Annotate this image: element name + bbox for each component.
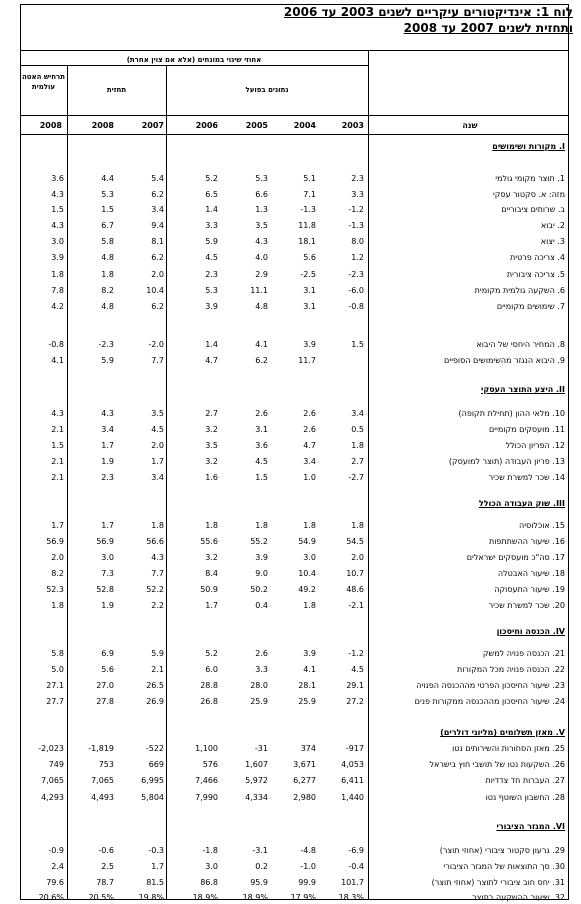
table-cell: -2.3 — [348, 270, 364, 279]
table-cell: -0.9 — [48, 846, 64, 855]
table-cell: 4.7 — [303, 441, 316, 450]
table-cell: 4.3 — [51, 190, 64, 199]
rule-header — [20, 115, 569, 116]
table-cell: 28.8 — [200, 681, 218, 690]
table-cell: 4.8 — [101, 253, 114, 262]
table-cell: 9.0 — [255, 569, 268, 578]
table-cell: 8.1 — [151, 237, 164, 246]
table-cell: 2.0 — [151, 441, 164, 450]
table-cell: -1.3 — [300, 205, 316, 214]
table-cell: 99.9 — [298, 878, 316, 887]
table-cell: 4.5 — [351, 665, 364, 674]
table-cell: 3.9 — [205, 302, 218, 311]
table-cell: 8.4 — [205, 569, 218, 578]
row-label: 3. יצוא — [540, 237, 565, 246]
table-cell: 6.2 — [151, 302, 164, 311]
row-label: 28. החשבון השוטף נטו — [485, 793, 565, 802]
year-header: 2007 — [141, 121, 164, 130]
rule-years — [20, 134, 569, 135]
table-cell: 1,440 — [341, 793, 364, 802]
table-cell: 2.0 — [351, 553, 364, 562]
table-cell: 3.4 — [151, 205, 164, 214]
table-cell: 2.3 — [351, 174, 364, 183]
table-cell: 56.6 — [146, 537, 164, 546]
table-cell: -522 — [145, 744, 164, 753]
table-cell: 28.1 — [298, 681, 316, 690]
table-cell: 1.8 — [101, 270, 114, 279]
table-cell: 3.0 — [101, 553, 114, 562]
table-cell: 4.3 — [101, 409, 114, 418]
table-cell: -2.1 — [348, 601, 364, 610]
table-cell: 4.8 — [255, 302, 268, 311]
table-cell: 17.9% — [290, 893, 316, 902]
table-cell: 4.3 — [51, 409, 64, 418]
table-cell: -31 — [254, 744, 268, 753]
row-label: 12. הפריון הכולל — [505, 441, 565, 450]
table-cell: 5.8 — [101, 237, 114, 246]
table-cell: 3.6 — [255, 441, 268, 450]
title-line-1: לוח 1: אינדיקטורים עיקריים לשנים 2003 עד 2006 — [283, 5, 573, 19]
row-label: 1. תוצר מקומי גולמי — [495, 174, 565, 183]
table-cell: -0.4 — [348, 862, 364, 871]
table-cell: 48.6 — [346, 585, 364, 594]
table-cell: 7,065 — [91, 776, 114, 785]
table-cell: 5.8 — [51, 649, 64, 658]
table-cell: 7,466 — [195, 776, 218, 785]
table-cell: 3.9 — [51, 253, 64, 262]
section-title: VI. המגזר הציבורי — [496, 822, 565, 831]
table-cell: 2.1 — [51, 425, 64, 434]
row-label: 15. אוכלוסיה — [519, 521, 565, 530]
row-label: 27. העברות חד צדדיות — [485, 776, 565, 785]
table-cell: -0.8 — [348, 302, 364, 311]
table-cell: 5.2 — [205, 649, 218, 658]
table-cell: 4.1 — [255, 340, 268, 349]
table-cell: 3.2 — [205, 457, 218, 466]
table-cell: 54.5 — [346, 537, 364, 546]
row-label: 22. הכנסה פנויה מכל המקורות — [456, 665, 565, 674]
table-cell: 2.6 — [303, 425, 316, 434]
table-cell: 5.0 — [51, 665, 64, 674]
table-cell: 3.0 — [51, 237, 64, 246]
table-cell: 1.8 — [51, 270, 64, 279]
table-cell: 3.4 — [303, 457, 316, 466]
table-cell: 1.7 — [101, 521, 114, 530]
row-label: 16. שיעור ההשתתפות — [488, 537, 565, 546]
table-cell: -1.0 — [300, 862, 316, 871]
table-cell: 8.0 — [351, 237, 364, 246]
row-label: 26. השקעות נטו של תושבי חוץ בישראל — [429, 760, 565, 769]
table-cell: 18.9% — [242, 893, 268, 902]
table-cell: 3,671 — [293, 760, 316, 769]
table-cell: 101.7 — [341, 878, 364, 887]
table-cell: 25.9 — [250, 697, 268, 706]
table-cell: 1.7 — [151, 862, 164, 871]
table-cell: 18.1 — [298, 237, 316, 246]
row-label: 7. שימושים מקומיים — [496, 302, 565, 311]
row-label: 25. מאזן הסחורות והשירותים נטו — [452, 744, 565, 753]
table-cell: 4,293 — [41, 793, 64, 802]
section-title: III. שוק העבודה הכולל — [478, 499, 565, 508]
table-cell: 1.8 — [255, 521, 268, 530]
row-label: 6. השקעה גולמית מקומית — [474, 286, 565, 295]
row-label: 20. שכר למשרת שכיר — [488, 601, 565, 610]
table-cell: 6.6 — [255, 190, 268, 199]
row-label: 31. יחס חוב ציבורי לתוצר (אחוזי תוצר) — [431, 878, 565, 887]
table-cell: 3.4 — [151, 473, 164, 482]
row-label: 14. שכר למשרת שכיר — [488, 473, 565, 482]
table-cell: 2.1 — [51, 457, 64, 466]
row-label: 18. שיעור האבטלה — [497, 569, 565, 578]
table-cell: 3.0 — [303, 553, 316, 562]
table-cell: 4.1 — [51, 356, 64, 365]
table-cell: 26.5 — [146, 681, 164, 690]
table-cell: 18.3% — [338, 893, 364, 902]
table-cell: 3.5 — [255, 221, 268, 230]
table-cell: 27.7 — [46, 697, 64, 706]
table-cell: 4,493 — [91, 793, 114, 802]
row-label: 19. שיעור התעסוקה — [494, 585, 565, 594]
table-cell: 5,804 — [141, 793, 164, 802]
year-header: 2008 — [91, 121, 114, 130]
table-cell: 3.1 — [303, 302, 316, 311]
table-cell: -917 — [345, 744, 364, 753]
table-cell: 81.5 — [146, 878, 164, 887]
table-cell: 79.6 — [46, 878, 64, 887]
table-cell: -0.3 — [148, 846, 164, 855]
table-cell: 2.6 — [255, 649, 268, 658]
table-cell: 2.1 — [51, 473, 64, 482]
row-label: 29. גרעון סקטור ציבורי (אחוזי תוצר) — [439, 846, 565, 855]
row-label: 11. מועסקים מקומיים — [488, 425, 565, 434]
row-label: 2. יבוא — [540, 221, 565, 230]
row-label: 32. שיעור ההשקעה בתוצר — [472, 893, 565, 902]
table-cell: 27.1 — [46, 681, 64, 690]
table-cell: 9.4 — [151, 221, 164, 230]
table-title — [284, 4, 573, 36]
table-cell: 5.6 — [101, 665, 114, 674]
year-header: 2004 — [293, 121, 316, 130]
table-cell: 6,277 — [293, 776, 316, 785]
table-cell: 4.7 — [205, 356, 218, 365]
table-cell: 5.9 — [101, 356, 114, 365]
table-cell: 8.2 — [51, 569, 64, 578]
table-cell: 6.5 — [205, 190, 218, 199]
table-cell: 3.1 — [255, 425, 268, 434]
table-cell: 1.5 — [51, 441, 64, 450]
table-cell: 7.3 — [101, 569, 114, 578]
table-cell: 0.5 — [351, 425, 364, 434]
table-cell: 4.0 — [255, 253, 268, 262]
table-cell: 52.2 — [146, 585, 164, 594]
table-cell: 56.9 — [96, 537, 114, 546]
table-cell: 56.9 — [46, 537, 64, 546]
rule-forecast-scenario — [67, 65, 68, 900]
table-cell: 1,100 — [195, 744, 218, 753]
row-label: 9. היבוא הנגזר מהשימושים הסופיים — [444, 356, 565, 365]
table-cell: 2.6 — [255, 409, 268, 418]
table-cell: 11.1 — [250, 286, 268, 295]
table-cell: 52.3 — [46, 585, 64, 594]
table-cell: 1,607 — [245, 760, 268, 769]
table-cell: 1.8 — [51, 601, 64, 610]
table-cell: 2.5 — [101, 862, 114, 871]
rule-header-main — [20, 65, 368, 66]
table-cell: -6.9 — [348, 846, 364, 855]
table-cell: 7,990 — [195, 793, 218, 802]
table-cell: 4.2 — [51, 302, 64, 311]
title-line-2: ותחזית לשנים 2007 עד 2008 — [403, 21, 573, 35]
year-header: 2008 — [39, 121, 62, 130]
table-cell: 3.3 — [351, 190, 364, 199]
row-label: 24. שיעור החיסכון מההכנסה ממקורות פנים — [414, 697, 565, 706]
table-cell: -1.3 — [348, 221, 364, 230]
table-cell: 95.9 — [250, 878, 268, 887]
section-title: I. מקורות ושימושים — [492, 142, 565, 151]
table-cell: 4,053 — [341, 760, 364, 769]
table-cell: 6.0 — [205, 665, 218, 674]
table-cell: 4.5 — [255, 457, 268, 466]
table-cell: 576 — [202, 760, 218, 769]
table-cell: 374 — [300, 744, 316, 753]
header-main: אחוזי שינוי במונחים (אלא אם צוין אחרת) — [126, 56, 262, 64]
year-header: 2006 — [195, 121, 218, 130]
table-cell: 1.2 — [351, 253, 364, 262]
table-cell: 1.8 — [351, 441, 364, 450]
table-cell: 7,065 — [41, 776, 64, 785]
table-cell: 1.7 — [51, 521, 64, 530]
table-cell: 3.5 — [151, 409, 164, 418]
table-cell: 5,972 — [245, 776, 268, 785]
table-cell: 3.4 — [101, 425, 114, 434]
section-title: V. מאזן תשלומים (מליוני דולרים) — [440, 728, 565, 737]
table-cell: 3.9 — [255, 553, 268, 562]
table-cell: 6.2 — [255, 356, 268, 365]
table-cell: 6.2 — [151, 190, 164, 199]
table-cell: 2.0 — [151, 270, 164, 279]
table-cell: 2.7 — [351, 457, 364, 466]
table-cell: 3.3 — [255, 665, 268, 674]
table-cell: 0.2 — [255, 862, 268, 871]
table-cell: 54.9 — [298, 537, 316, 546]
table-cell: 86.8 — [200, 878, 218, 887]
table-cell: 11.7 — [298, 356, 316, 365]
table-cell: 27.0 — [96, 681, 114, 690]
table-cell: -4.8 — [300, 846, 316, 855]
table-cell: 2,980 — [293, 793, 316, 802]
table-cell: 1.5 — [101, 205, 114, 214]
table-cell: 3.4 — [351, 409, 364, 418]
table-cell: -0.6 — [98, 846, 114, 855]
table-cell: 19.8% — [138, 893, 164, 902]
table-cell: 6,995 — [141, 776, 164, 785]
table-cell: -1.8 — [202, 846, 218, 855]
table-cell: -2,023 — [38, 744, 64, 753]
table-cell: 28.0 — [250, 681, 268, 690]
table-cell: 10.4 — [298, 569, 316, 578]
table-cell: 2.0 — [51, 553, 64, 562]
table-cell: 4.8 — [101, 302, 114, 311]
table-cell: 1.4 — [205, 205, 218, 214]
table-cell: 2.6 — [303, 409, 316, 418]
row-label: 21. הכנסה פנויה למשק — [482, 649, 565, 658]
table-cell: 27.8 — [96, 697, 114, 706]
year-header: 2003 — [341, 121, 364, 130]
table-cell: 2.2 — [151, 601, 164, 610]
table-cell: 1.7 — [101, 441, 114, 450]
table-cell: 753 — [98, 760, 114, 769]
table-cell: 0.4 — [255, 601, 268, 610]
table-cell: 5.3 — [255, 174, 268, 183]
table-cell: 55.2 — [250, 537, 268, 546]
table-cell: 6.2 — [151, 253, 164, 262]
header-actual: נתונים בפועל — [245, 86, 289, 94]
table-cell: 3.6 — [51, 174, 64, 183]
table-cell: -2.5 — [300, 270, 316, 279]
table-cell: 1.9 — [101, 601, 114, 610]
table-cell: 3.0 — [205, 862, 218, 871]
table-cell: 3.2 — [205, 425, 218, 434]
table-cell: 78.7 — [96, 878, 114, 887]
header-scenario: תרחיש האטה עולמית — [21, 73, 66, 91]
table-cell: 5.3 — [205, 286, 218, 295]
table-cell: 5.1 — [303, 174, 316, 183]
table-cell: 2.4 — [51, 862, 64, 871]
year-header: 2005 — [245, 121, 268, 130]
table-cell: 18.9% — [192, 893, 218, 902]
table-cell: -1.2 — [348, 205, 364, 214]
table-cell: 1.5 — [351, 340, 364, 349]
table-cell: 1.3 — [255, 205, 268, 214]
table-cell: 5.4 — [151, 174, 164, 183]
table-cell: 3.9 — [303, 649, 316, 658]
table-cell: 3.5 — [205, 441, 218, 450]
rule-label-col — [368, 50, 369, 900]
table-cell: -2.0 — [148, 340, 164, 349]
table-cell: 7.1 — [303, 190, 316, 199]
table-cell: 50.2 — [250, 585, 268, 594]
table-cell: 1.5 — [255, 473, 268, 482]
table-cell: 50.9 — [200, 585, 218, 594]
table-cell: 4.5 — [205, 253, 218, 262]
table-cell: 4.3 — [255, 237, 268, 246]
table-cell: 3.3 — [205, 221, 218, 230]
row-label: 4. צריכה פרטית — [510, 253, 565, 262]
row-label: 5. צריכה ציבורית — [506, 270, 565, 279]
table-cell: 1.8 — [303, 601, 316, 610]
table-cell: 29.1 — [346, 681, 364, 690]
row-label: 13. פריון העבודה (תוצר למועסק) — [448, 457, 565, 466]
table-cell: 4.3 — [151, 553, 164, 562]
label-col-header: שנה — [462, 121, 478, 130]
table-cell: 1.4 — [205, 340, 218, 349]
table-cell: 7.8 — [51, 286, 64, 295]
row-label: 10. מלאי ההון (תחילת תקופה) — [458, 409, 565, 418]
table-cell: 3.9 — [303, 340, 316, 349]
table-cell: 10.4 — [146, 286, 164, 295]
table-cell: -0.8 — [48, 340, 64, 349]
table-cell: 27.2 — [346, 697, 364, 706]
table-cell: 4.4 — [101, 174, 114, 183]
table-cell: 1.8 — [151, 521, 164, 530]
table-cell: 55.6 — [200, 537, 218, 546]
header-forecast: תחזית — [106, 86, 127, 94]
table-cell: 1.5 — [51, 205, 64, 214]
table-cell: 25.9 — [298, 697, 316, 706]
table-cell: -6.0 — [348, 286, 364, 295]
table-cell: 1.9 — [101, 457, 114, 466]
table-cell: 2.1 — [151, 665, 164, 674]
table-cell: 20.5% — [88, 893, 114, 902]
row-label: 8. המחיר היחסי של היבוא — [476, 340, 565, 349]
row-label: 23. שיעור החיסכון הפרטי מההכנסה הפנויה — [416, 681, 565, 690]
table-cell: 4.3 — [51, 221, 64, 230]
table-cell: 11.8 — [298, 221, 316, 230]
table-cell: 749 — [48, 760, 64, 769]
table-cell: 3.2 — [205, 553, 218, 562]
table-cell: 7.7 — [151, 356, 164, 365]
table-cell: 2.9 — [255, 270, 268, 279]
table-cell: 4,334 — [245, 793, 268, 802]
rule-actual-forecast — [166, 65, 167, 900]
table-cell: 5.9 — [205, 237, 218, 246]
table-cell: 8.2 — [101, 286, 114, 295]
table-cell: -1.2 — [348, 649, 364, 658]
section-title: IV. הכנסה וחיסכון — [496, 627, 565, 636]
section-title: II. היצע התוצר העסקי — [480, 385, 565, 394]
table-cell: 1.0 — [303, 473, 316, 482]
row-label: מזה: א. סקטור עסקי — [492, 190, 565, 199]
table-cell: -2.3 — [98, 340, 114, 349]
table-cell: 52.8 — [96, 585, 114, 594]
table-cell: 4.1 — [303, 665, 316, 674]
table-cell: 5.6 — [303, 253, 316, 262]
table-cell: 4.5 — [151, 425, 164, 434]
table-cell: -3.1 — [252, 846, 268, 855]
table-cell: 3.1 — [303, 286, 316, 295]
table-cell: 5.2 — [205, 174, 218, 183]
row-label: 17. סה"כ מועסקים ישראלים — [466, 553, 565, 562]
table-cell: -2.7 — [348, 473, 364, 482]
table-cell: 5.3 — [101, 190, 114, 199]
table-cell: 1.7 — [205, 601, 218, 610]
table-cell: 1.8 — [303, 521, 316, 530]
table-cell: -1,819 — [88, 744, 114, 753]
table-cell: 2.3 — [205, 270, 218, 279]
table-cell: 1.6 — [205, 473, 218, 482]
table-cell: 2.7 — [205, 409, 218, 418]
table-cell: 1.8 — [205, 521, 218, 530]
row-label: ב. שרותים ציבוריים — [501, 205, 565, 214]
table-cell: 6.7 — [101, 221, 114, 230]
table-cell: 2.3 — [101, 473, 114, 482]
table-cell: 20.6% — [38, 893, 64, 902]
table-cell: 6.9 — [101, 649, 114, 658]
row-label: 30. סך התוצאות של המגזר הציבורי — [443, 862, 565, 871]
table-cell: 5.9 — [151, 649, 164, 658]
table-cell: 10.7 — [346, 569, 364, 578]
rule-title — [20, 50, 569, 51]
table-cell: 26.9 — [146, 697, 164, 706]
table-cell: 669 — [148, 760, 164, 769]
table-cell: 26.8 — [200, 697, 218, 706]
table-cell: 7.7 — [151, 569, 164, 578]
table-cell: 6,411 — [341, 776, 364, 785]
table-cell: 1.7 — [151, 457, 164, 466]
table-cell: 49.2 — [298, 585, 316, 594]
table-cell: 1.8 — [351, 521, 364, 530]
